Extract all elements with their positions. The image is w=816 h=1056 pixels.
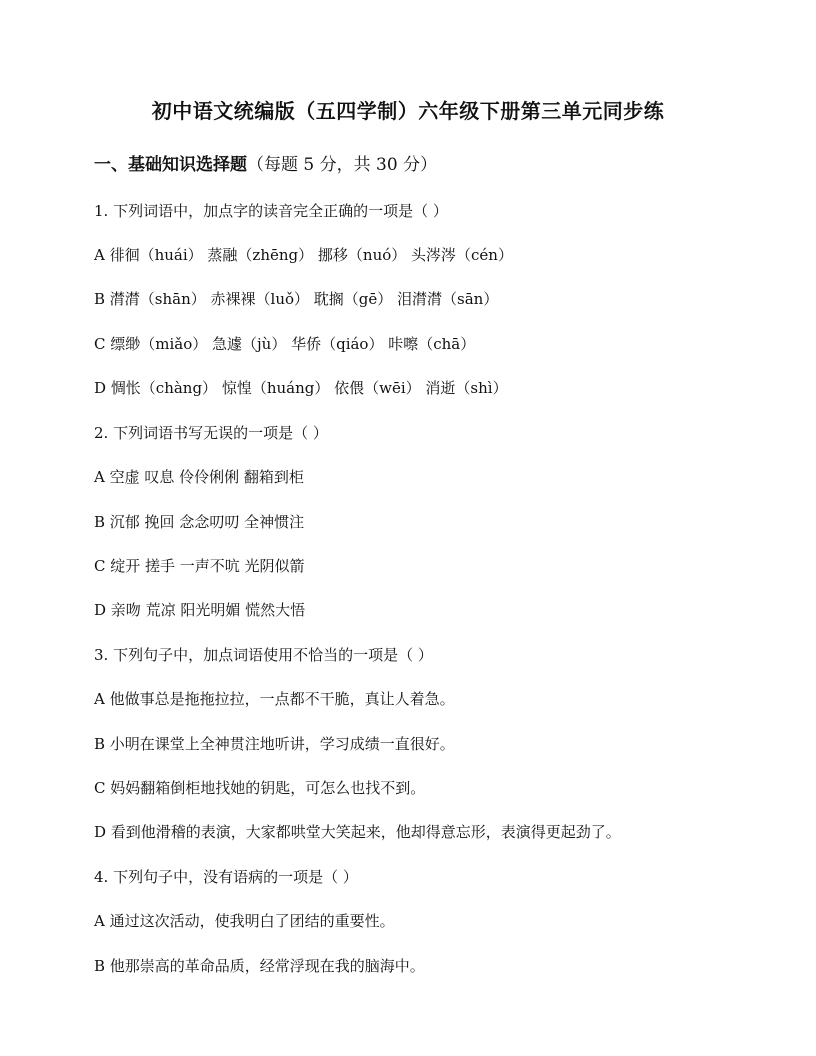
section-heading-text: 一、基础知识选择题: [94, 155, 247, 175]
question-1-option-c: C 缥缈（miǎo） 急遽（jù） 华侨（qiáo） 咔嚓（chā）: [94, 335, 476, 353]
question-2-option-a: A 空虚 叹息 伶伶俐俐 翻箱到柜: [94, 468, 304, 486]
question-2-option-b: B 沉郁 挽回 念念叨叨 全神惯注: [94, 513, 305, 531]
page-title: 初中语文统编版（五四学制）六年级下册第三单元同步练: [151, 99, 665, 123]
question-1-option-a: A 徘徊（huái） 蒸融（zhēng） 挪移（nuó） 头涔涔（cén）: [94, 246, 513, 264]
question-1-option-b: B 潸潸（shān） 赤裸裸（luǒ） 耽搁（gē） 泪潸潸（sān）: [94, 290, 499, 308]
question-3-option-b: B 小明在课堂上全神贯注地听讲，学习成绩一直很好。: [94, 735, 455, 753]
question-3-option-a: A 他做事总是拖拖拉拉，一点都不干脆，真让人着急。: [94, 690, 455, 708]
question-4: 4. 下列句子中，没有语病的一项是（ ）: [94, 868, 358, 886]
question-2: 2. 下列词语书写无误的一项是（ ）: [94, 424, 328, 442]
question-1-option-d: D 惆怅（chàng） 惊惶（huáng） 依偎（wēi） 消逝（shì）: [94, 379, 508, 397]
question-3: 3. 下列句子中，加点词语使用不恰当的一项是（ ）: [94, 646, 433, 664]
question-1: 1. 下列词语中，加点字的读音完全正确的一项是（ ）: [94, 202, 448, 220]
section-heading: [94, 150, 437, 175]
question-2-option-d: D 亲吻 荒凉 阳光明媚 慌然大悟: [94, 601, 306, 619]
question-4-option-b: B 他那崇高的革命品质，经常浮现在我的脑海中。: [94, 957, 425, 975]
question-4-option-a: A 通过这次活动，使我明白了团结的重要性。: [94, 912, 395, 930]
section-heading-note: （每题 5 分，共 30 分）: [247, 155, 438, 175]
question-3-option-d: D 看到他滑稽的表演，大家都哄堂大笑起来，他却得意忘形，表演得更起劲了。: [94, 823, 621, 841]
question-3-option-c: C 妈妈翻箱倒柜地找她的钥匙，可怎么也找不到。: [94, 779, 426, 797]
question-2-option-c: C 绽开 搓手 一声不吭 光阴似箭: [94, 557, 305, 575]
